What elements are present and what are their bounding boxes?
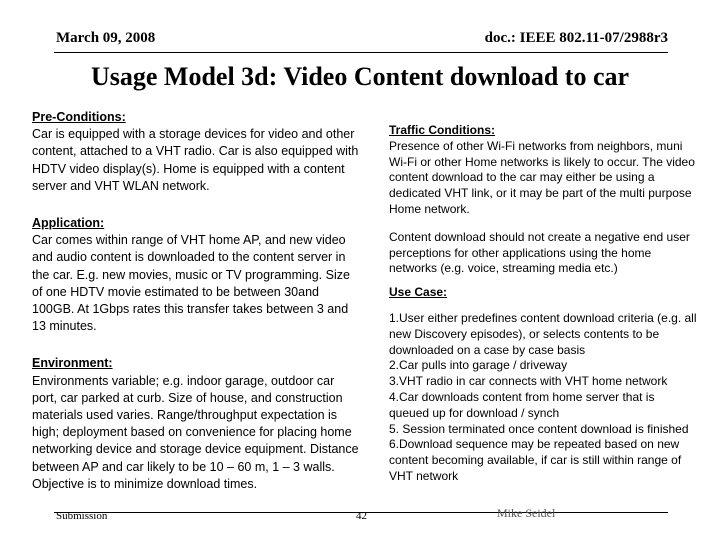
environment-heading: Environment: [32, 356, 113, 371]
usecase-step: 2.Car pulls into garage / driveway [389, 358, 568, 373]
preconditions-section [32, 109, 362, 195]
usecase-step: 3.VHT radio in car connects with VHT home network [389, 374, 668, 389]
usecase-step: 4.Car downloads content from home server that is queued up for download / synch [389, 389, 655, 420]
usecase-step: 6.Download sequence may be repeated based on new content becoming available, if car is still within range of VHT network [389, 437, 682, 483]
usecase-step: 5. Session terminated once content download is finished [389, 421, 689, 436]
right-column [389, 123, 697, 485]
preconditions-heading: Pre-Conditions: [32, 110, 126, 124]
perception-text: Content download should not create a negative end user perceptions for other applications using the home networks (e.g. voice, streaming media etc.) [389, 229, 690, 276]
traffic-section [389, 123, 697, 218]
usecase-list [389, 311, 697, 485]
environment-text: Environments variable; e.g. indoor garage, outdoor car port, car parked at curb. Size of house, and construction materials used varies. Range/throughput expectation is high; deployment based on convenience for placing home networking device and storage device equipment. Distance between AP and car likely to be 10 – 60 m, 1 – 3 walls. Objective is to minimize download times. [32, 373, 359, 491]
usecase-step: 1.User either predefines content download criteria (e.g. all new Discovery episodes), or selects contents to be downloaded on a case by case basis [389, 310, 697, 357]
traffic-heading: Traffic Conditions: [389, 123, 495, 137]
left-column [32, 109, 362, 513]
traffic-text: Presence of other Wi-Fi networks from neighbors, muni Wi-Fi or other Home networks is likely to occur. The video content download to the car may either be using a dedicated VHT link, or it may be part of the multi purpose Home network. [389, 138, 695, 216]
application-text: Car comes within range of VHT home AP, and new video and audio content is downloaded to the content server in the car. E.g. new movies, music or TV programming. Size of one HDTV movie estimated to be between 30and 100GB. At 1Gbps rates this transfer takes between 3 and 13 minutes. [32, 233, 350, 334]
usecase-heading: Use Case: [389, 285, 448, 300]
application-section [32, 215, 362, 335]
header-doc-id: doc.: IEEE 802.11-07/2988r3 [484, 30, 668, 46]
preconditions-text: Car is equipped with a storage devices for video and other content, attached to a VHT radio. Car is also equipped with HDTV video display(s). Home is equipped with a content server and VHT WLAN network. [32, 127, 359, 193]
environment-section [32, 355, 362, 493]
header-date: March 09, 2008 [56, 30, 156, 46]
footer-page-number: 42 [356, 510, 367, 522]
slide-title: Usage Model 3d: Video Content download to car [90, 62, 630, 91]
application-heading: Application: [32, 216, 105, 231]
footer-author: Mike Seidel [497, 506, 556, 520]
footer-submission: Submission [56, 510, 108, 522]
header-rule [54, 52, 668, 53]
